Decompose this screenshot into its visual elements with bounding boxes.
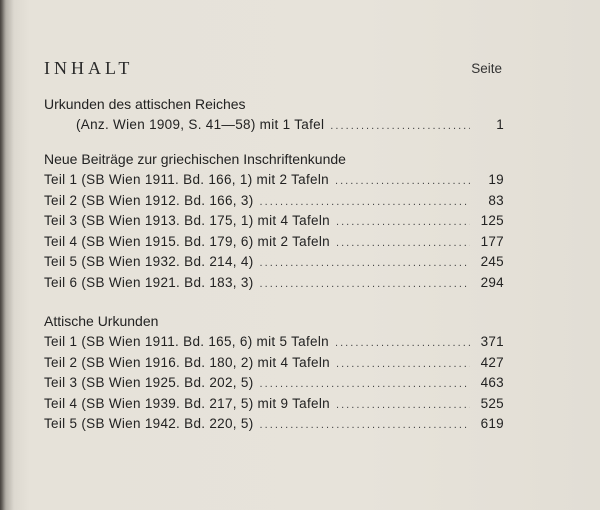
entry-description: Teil 1 (SB Wien 1911. Bd. 165, 6) mit 5 Tafeln	[44, 334, 329, 349]
toc-entry	[44, 414, 504, 435]
entry-page-number: 619	[480, 416, 504, 431]
toc-entry	[44, 273, 504, 294]
entry-description: Teil 3 (SB Wien 1925. Bd. 202, 5)	[44, 375, 254, 390]
page-column-label: Seite	[471, 61, 502, 76]
toc-entry	[44, 170, 504, 191]
toc-entry	[44, 211, 504, 232]
entry-page-number: 83	[488, 192, 504, 208]
entry-page-number: 371	[480, 334, 504, 349]
section-heading: Attische Urkunden	[44, 313, 159, 329]
dot-leader	[336, 233, 470, 254]
dot-leader	[260, 274, 470, 295]
entry-description: Teil 1 (SB Wien 1911. Bd. 166, 1) mit 2 Tafeln	[44, 172, 329, 187]
toc-header	[44, 58, 502, 84]
section-heading: Urkunden des attischen Reiches	[44, 96, 246, 112]
entry-description: Teil 4 (SB Wien 1939. Bd. 217, 5) mit 9 Tafeln	[44, 395, 330, 411]
section-neue-beitraege	[44, 149, 504, 293]
entry-page-number: 525	[480, 395, 504, 411]
entry-page-number: 427	[480, 354, 504, 370]
section-attische-urkunden	[44, 311, 504, 435]
dot-leader	[330, 116, 470, 137]
dot-leader	[260, 415, 470, 436]
dot-leader	[336, 395, 470, 416]
dot-leader	[336, 212, 470, 233]
entry-description: Teil 4 (SB Wien 1915. Bd. 179, 6) mit 2 Tafeln	[44, 233, 330, 249]
entry-description: Teil 2 (SB Wien 1916. Bd. 180, 2) mit 4 Tafeln	[44, 354, 330, 370]
section-urkunden-attischen-reiches	[44, 94, 504, 136]
page-title: INHALT	[44, 58, 134, 78]
toc-entry	[44, 191, 504, 212]
entry-page-number: 125	[480, 213, 504, 228]
entry-description: (Anz. Wien 1909, S. 41—58) mit 1 Tafel	[76, 117, 325, 132]
entry-description: Teil 6 (SB Wien 1921. Bd. 183, 3)	[44, 274, 254, 290]
toc-entry	[44, 332, 504, 353]
dot-leader	[260, 253, 470, 274]
page-binding-shadow	[0, 0, 6, 510]
toc-entry	[44, 394, 504, 415]
entry-page-number: 294	[480, 274, 504, 290]
entry-page-number: 1	[496, 117, 504, 132]
toc-entry	[44, 252, 504, 273]
dot-leader	[336, 354, 470, 375]
entry-description: Teil 5 (SB Wien 1942. Bd. 220, 5)	[44, 416, 254, 431]
section-heading: Neue Beiträge zur griechischen Inschriftenkunde	[44, 151, 346, 167]
entry-page-number: 177	[480, 233, 504, 249]
dot-leader	[260, 374, 470, 395]
dot-leader	[260, 192, 470, 213]
entry-page-number: 19	[488, 172, 504, 187]
entry-page-number: 245	[480, 254, 504, 269]
entry-description: Teil 2 (SB Wien 1912. Bd. 166, 3)	[44, 192, 254, 208]
toc-entry	[44, 353, 504, 374]
toc-entry	[44, 115, 504, 136]
toc-entry	[44, 373, 504, 394]
entry-page-number: 463	[480, 375, 504, 390]
entry-description: Teil 5 (SB Wien 1932. Bd. 214, 4)	[44, 254, 254, 269]
entry-description: Teil 3 (SB Wien 1913. Bd. 175, 1) mit 4 Tafeln	[44, 213, 330, 228]
dot-leader	[335, 171, 470, 192]
toc-entry	[44, 232, 504, 253]
dot-leader	[335, 333, 470, 354]
